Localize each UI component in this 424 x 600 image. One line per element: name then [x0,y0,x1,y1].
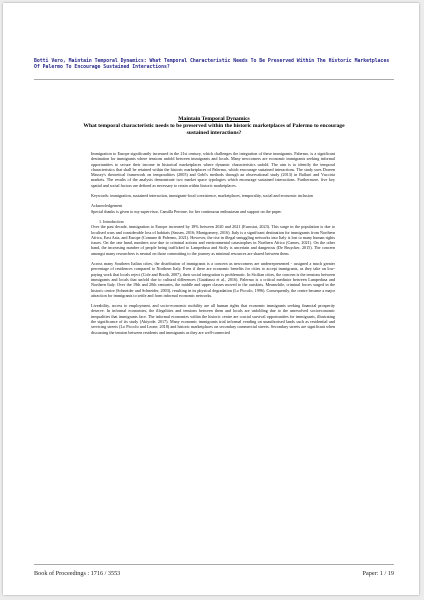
paper-title: What temporal characteristic needs to be preserved within the historic marketplaces of Palermo to encourage sustained interactions? [83,123,345,137]
introduction-heading: 1. Introduction [99,218,124,224]
keywords-line: Keywords: immigration, sustained interaction, immigrant-local coexistence, marketplaces, temporality, social and economic inclusion [91,193,313,199]
paper-page-counter: Paper: 1 / 19 [362,570,394,577]
introduction-paragraph-2: Across many Southern Italian cities, the distribution of immigrants is a concern as newcomers are underrepresented - assigned a much greater percentage of residences compared to Northern Italy. Even if there are economic benefits for cities to accept immigrants, as they take on low-paying work that locals reject (Cole and Booth, 2007), their social integration is problematic. In Sicilian cities, the concern is the tensions between immigrants and locals that unfold due to cultural differences (Gatabassi et al., 2016). Palermo is a critical mediator between Lampedusa and Northern Italy. Over the 19th and 20th centuries, the middle and upper classes moved to the outskirts. Meanwhile, criminal forces surged in the historic centre (Schneider and Schneider, 2003), resulting in its physical degradation (Lo Piccolo, 1996). Consequently, the centre became a major attraction for immigrants to settle and form informal economic networks. [91,261,335,298]
header-rule [34,79,394,80]
paper-body [91,151,335,335]
running-header: Botti Vero, Maintain Temporal Dynamics: What Temporal Characteristic Needs To Be Preserved Within The Historic Marketplaces Of Palermo To Encourage Sustained Interactions? [34,59,390,71]
introduction-paragraph-3: Liveability, access to employment, and socio-economic mobility are all human rights that economic immigrants seeking financial prosperity deserve. In informal economies, the illegalities and tensions between them and locals are unfolding due to the unresolved socioeconomic inequalities that immigrants face. The informal economies within the historic centre are crucial survival opportunities for immigrants, illustrating the significance of its study (Akiyode, 2017). Many economic immigrants trial informal vending on unauthorised lands such as residential and servicing streets (Lo Piccolo and Leone, 2018) and historic marketplaces on secondary commercial streets. Secondary streets are significant when discussing the tension between residents and immigrants as they are well-connected [91,303,335,335]
section-title: Maintain Temporal Dynamics [178,116,250,122]
acknowledgement-text: Special thanks is given to my supervisor, Camilla Perrone, for her continuous enthusiasm and support on the paper. [91,208,282,214]
document-page [3,3,419,595]
introduction-paragraph-1: Over the past decade, immigration to Europe increased by 18% between 2020 and 2021 (Eurostat, 2023). This surge in the population is due to localised wars and considerable loss of habitats (Sassen, 2016; Montgomery, 2016). Italy is a significant destination for immigrants from Northern Africa, East Asia, and Europe (Comune di Palermo, 2021). However, the rise in illegal smuggling networks into Italy is lost to many human rights issues. On the one hand, numbers rose due to criminal actions and environmental catastrophes in Northern Africa (Carnes, 2021). On the other hand, the increasing number of people being trafficked to Lampedusa and Sicily is uncertain and dangerous (De Bruycker, 2015). The concern amongst many researchers is neutral on those committing to the journey as minimal resources are shared between them. [91,224,335,256]
abstract-paragraph: Immigration to Europe significantly increased in the 21st century, which challenges the integration of these immigrants. Palermo, is a significant destination for immigrants where tensions unfold between immigrants and locals. Many newcomers are economic immigrants seeking informal opportunities to secure their income in historical marketplaces where dynamic characteristics unfold. The aim is to identify the temporal characteristics that shall be retained within the historic marketplaces of Palermo, which encourage sustained interactions. The study uses Doreen Massey's theoretical framework on temporalities (2005) and Gehl's methods through an observational study (2013) in Ballarò and Vucciria markets. The results of the analysis demonstrate two market space typologies which encourage sustained interactions. Furthermore, five key spatial and social factors are defined as necessary to retain within historic marketplaces. [91,151,335,188]
proceedings-page-counter: Book of Proceedings : 1716 / 3553 [34,570,121,577]
acknowledgement-heading: Acknowledgement [91,203,123,209]
footer-rule [34,564,394,565]
